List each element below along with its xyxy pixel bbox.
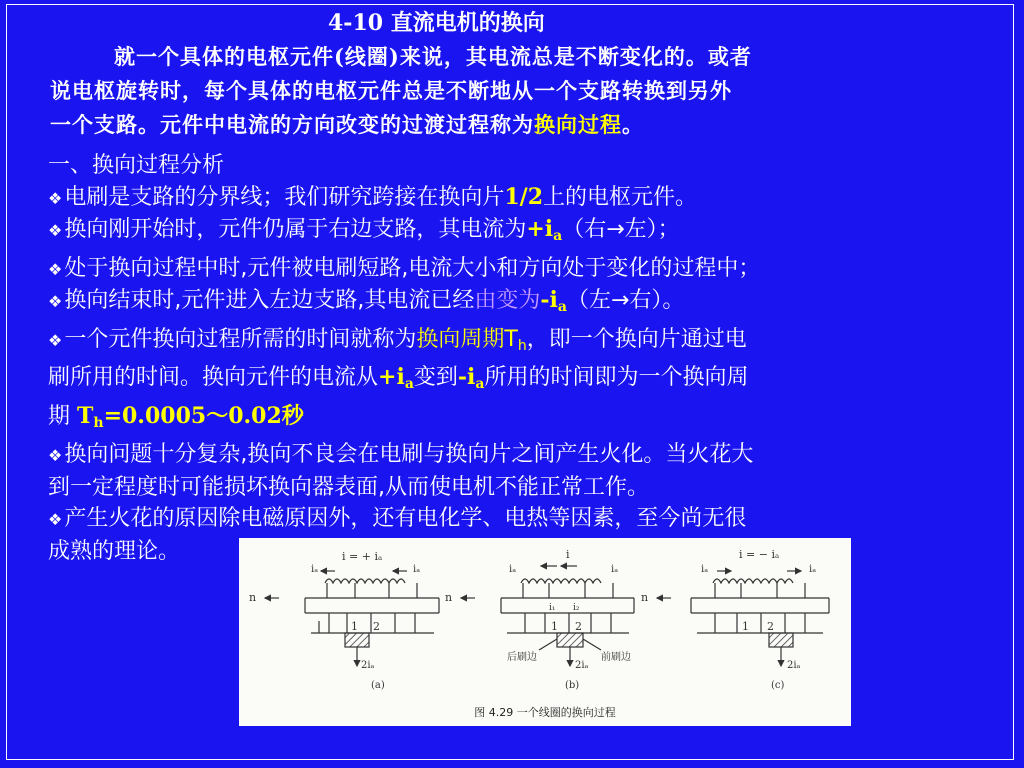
intro-line xyxy=(50,74,950,108)
bullet-text: 变到 xyxy=(413,365,458,390)
diamond-bullet-icon: ❖ xyxy=(48,330,63,350)
highlight-value: $+i_a$ xyxy=(526,216,563,244)
bullet-text: 刷所用的时间。换向元件的电流从 xyxy=(48,365,379,390)
diamond-bullet-icon: ❖ xyxy=(48,510,63,529)
speed-label: n xyxy=(641,591,649,604)
figure-caption: 图 4.29 一个线圈的换向过程 xyxy=(474,706,616,719)
diamond-bullet-icon: ❖ xyxy=(48,292,63,311)
intro-line xyxy=(50,40,950,74)
branch-current-label: iₐ xyxy=(413,564,421,575)
panel-a xyxy=(265,571,439,666)
bullet-item xyxy=(48,324,978,440)
diamond-bullet-icon: ❖ xyxy=(48,221,63,240)
bullet-text: 电刷是支路的分界线；我们研究跨接在换向片 xyxy=(64,184,505,210)
speed-label: n xyxy=(445,591,453,604)
panel-label: (c) xyxy=(771,680,785,691)
highlight-value: $+i_a$ xyxy=(378,364,414,392)
speed-label: n xyxy=(249,591,257,604)
highlight-value: $-i_a$ xyxy=(457,364,485,392)
highlight-value: 1/2 xyxy=(504,183,544,210)
branch-current-label: i₂ xyxy=(573,603,580,613)
bullet-text: 换向结束时,元件进入左边支路,其电流已经 xyxy=(64,288,475,313)
purple-text: 由变为 xyxy=(474,288,541,313)
brush-current-label: 2iₐ xyxy=(361,660,375,671)
intro-text: 。 xyxy=(622,112,644,137)
bullet-text: 换向问题十分复杂,换向不良会在电刷与换向片之间产生火化。当火花大 xyxy=(64,442,754,467)
brush-current-label: 2iₐ xyxy=(787,660,801,671)
highlight-value: $T_h=0.0005\sim 0.02$秒 xyxy=(77,402,304,431)
segment-label: 1 xyxy=(551,620,558,633)
coil-current-label: i = + iₐ xyxy=(342,550,383,563)
coil-current-label: i xyxy=(566,548,570,561)
bullet-text: （右→左）； xyxy=(562,217,680,242)
front-brush-edge-label: 前刷边 xyxy=(601,652,631,663)
branch-current-label: i₁ xyxy=(549,603,556,613)
bullet-item xyxy=(48,214,978,253)
bullet-text: （左→右）。 xyxy=(566,288,685,313)
coil-current-label: i = − iₐ xyxy=(739,548,780,561)
bullet-text: 所用的时间即为一个换向周 xyxy=(484,365,749,390)
panel-c xyxy=(657,571,829,666)
segment-label: 1 xyxy=(351,620,358,633)
bullet-text: 换向刚开始时，元件仍属于右边支路，其电流为 xyxy=(64,217,527,242)
branch-current-label: iₐ xyxy=(611,564,619,575)
intro-text: 一个支路。元件中电流的方向改变的过渡过程称为 xyxy=(50,112,534,137)
brush-current-label: 2iₐ xyxy=(575,660,589,671)
bullet-text: 产生火花的原因除电磁原因外，还有电化学、电热等因素，至今尚无很 xyxy=(64,506,747,531)
highlight-term: 换向过程 xyxy=(534,112,622,137)
commutation-figure xyxy=(239,538,851,726)
segment-label: 2 xyxy=(575,620,582,633)
bullet-text: 到一定程度时可能损坏换向器表面,从而使电机不能正常工作。 xyxy=(48,474,649,500)
panel-b xyxy=(461,566,634,666)
segment-label: 2 xyxy=(767,620,774,633)
highlight-value: $-i_a$ xyxy=(540,287,567,315)
bullet-text: 处于换向过程中时,元件被电刷短路,电流大小和方向处于变化的过程中； xyxy=(64,255,761,281)
branch-current-label: iₐ xyxy=(311,564,319,575)
panel-label: (b) xyxy=(565,680,580,691)
bullet-item xyxy=(48,285,978,324)
branch-current-label: iₐ xyxy=(809,564,817,575)
diamond-bullet-icon: ❖ xyxy=(48,259,63,279)
branch-current-label: iₐ xyxy=(509,564,517,575)
panel-label: (a) xyxy=(371,680,385,691)
rear-brush-edge-label: 后刷边 xyxy=(507,652,537,663)
branch-current-label: iₐ xyxy=(701,564,709,575)
intro-paragraph xyxy=(50,40,950,142)
diamond-bullet-icon: ❖ xyxy=(48,446,63,465)
bullet-text: 上的电枢元件。 xyxy=(543,184,698,210)
intro-line xyxy=(50,108,950,142)
commutation-diagram xyxy=(239,538,851,726)
slide-title: 4-10 直流电机的换向 xyxy=(328,10,545,36)
intro-text: 就一个具体的电枢元件(线圈)来说，其电流总是不断变化的。或者 xyxy=(114,44,752,69)
diamond-bullet-icon: ❖ xyxy=(48,188,63,208)
bullet-text: 一个元件换向过程所需的时间就称为 xyxy=(64,326,417,352)
bullet-item xyxy=(48,182,978,215)
bullet-text: ，即一个换向片通过电 xyxy=(526,326,747,352)
bullet-text: 成熟的理论。 xyxy=(48,538,181,564)
bullet-item xyxy=(48,253,978,286)
intro-text: 说电枢旋转时，每个具体的电枢元件总是不断地从一个支路转换到另外 xyxy=(50,78,732,103)
content-body xyxy=(48,150,978,567)
bullet-text: 期 xyxy=(48,403,77,429)
bullet-item xyxy=(48,439,978,503)
highlight-term: 换向周期$T_h$ xyxy=(416,326,527,354)
segment-label: 2 xyxy=(373,620,380,633)
section-heading: 一、换向过程分析 xyxy=(48,153,225,178)
segment-label: 1 xyxy=(742,620,749,633)
